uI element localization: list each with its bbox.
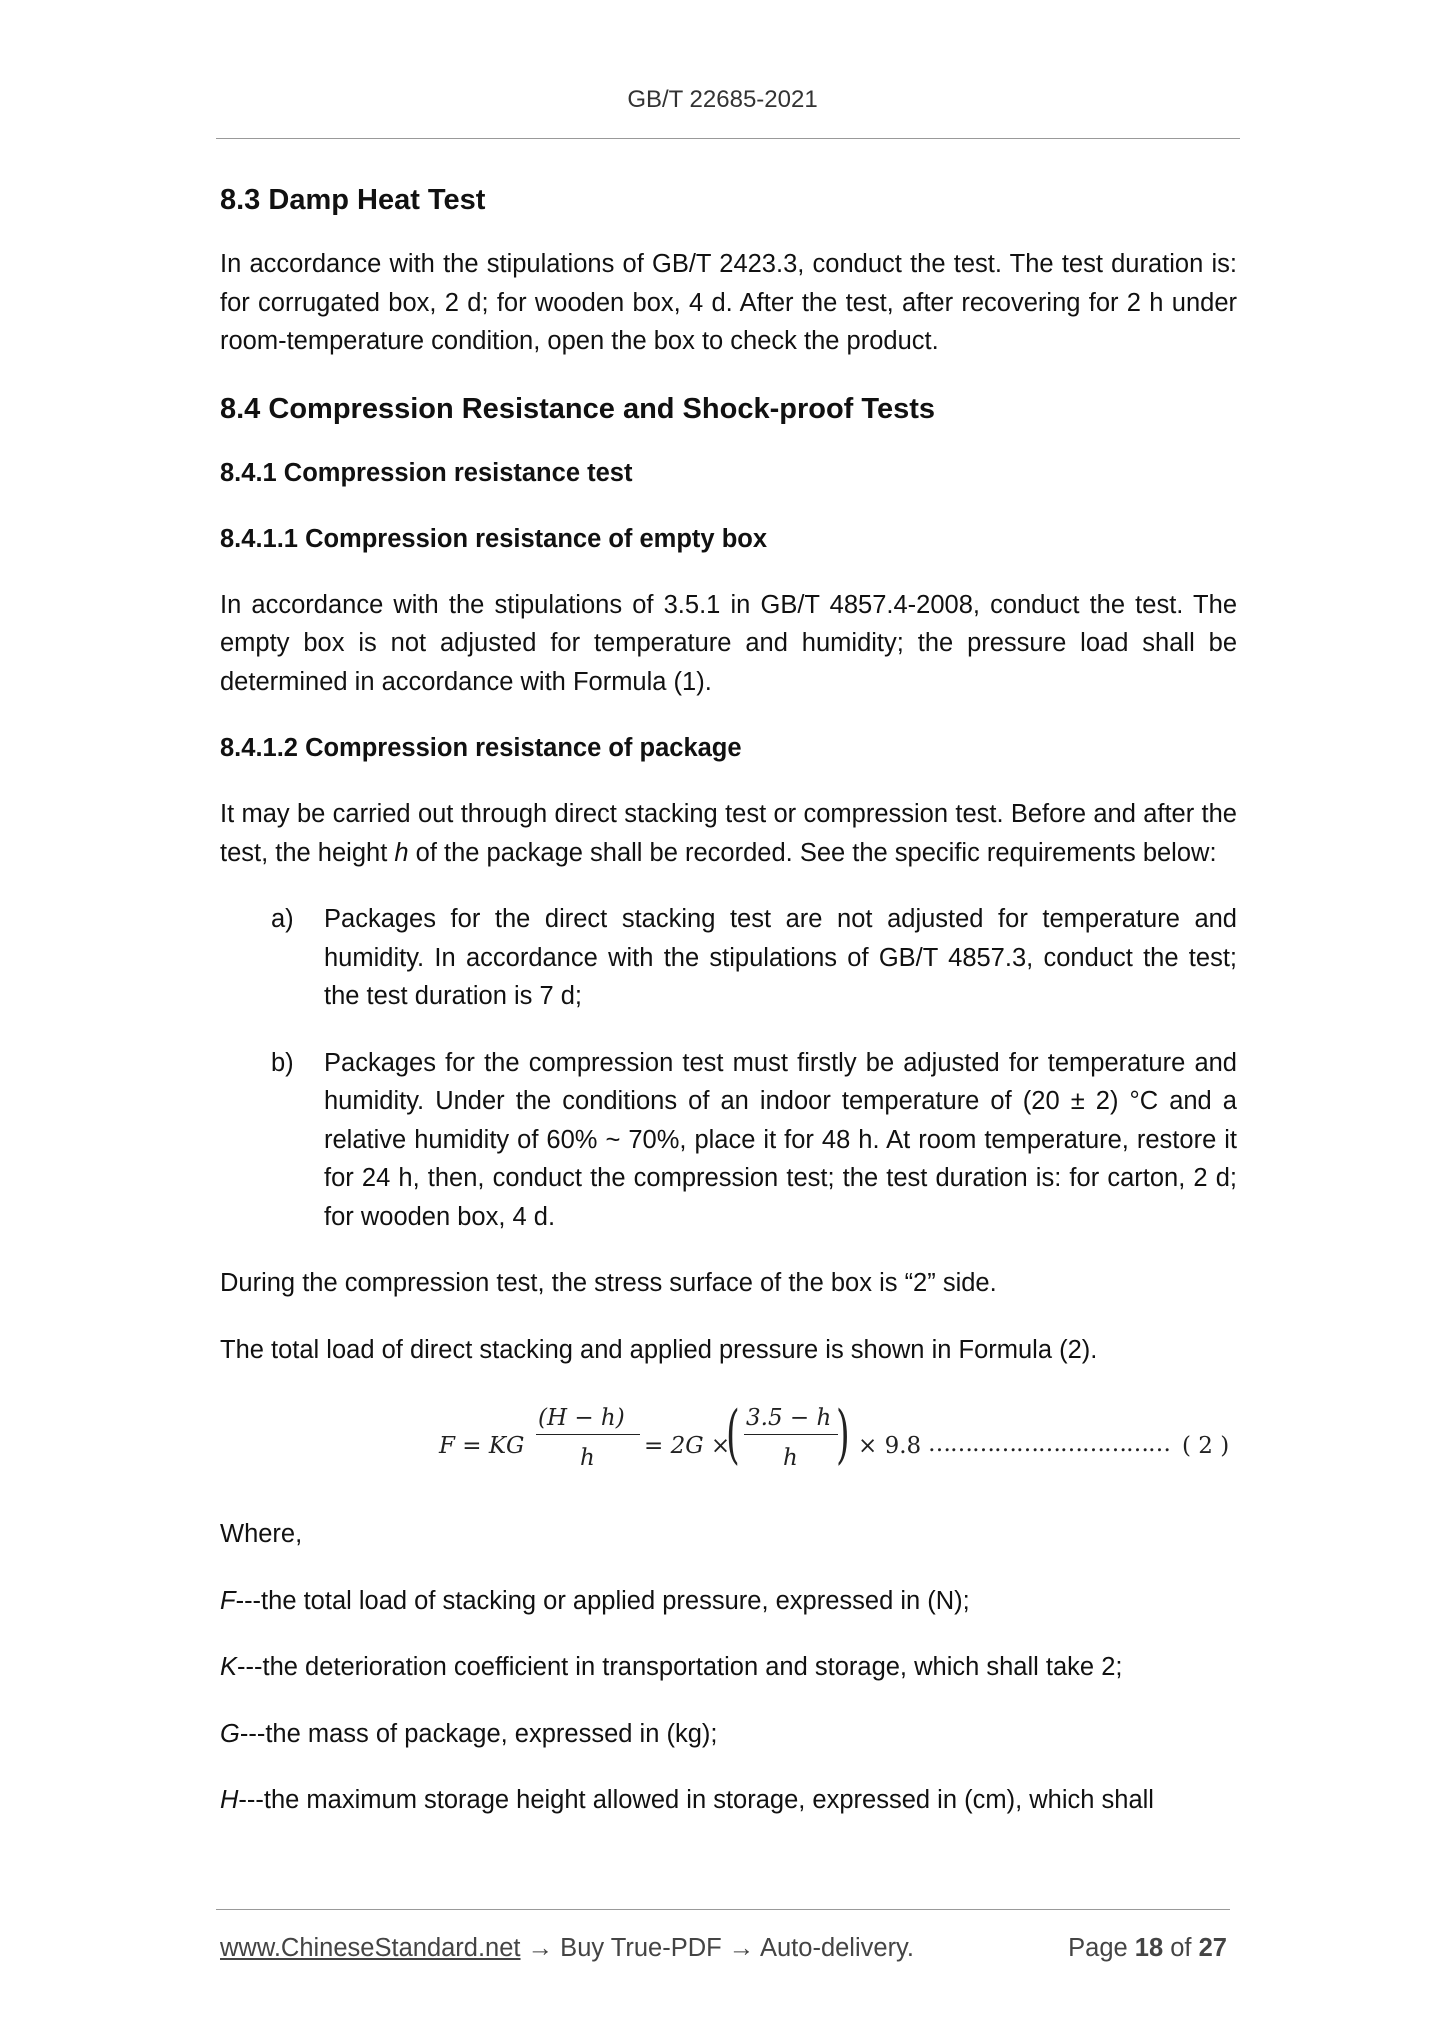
total-load-paragraph: The total load of direct stacking and applied pressure is shown in Formula (2). <box>220 1335 1098 1364</box>
where-item-g <box>220 1715 1237 1754</box>
where-label: Where, <box>220 1520 303 1548</box>
where-item-h <box>220 1781 1237 1820</box>
section-8-4-1-heading: 8.4.1 Compression resistance test <box>220 458 633 487</box>
section-8-4-1-2-heading: 8.4.1.2 Compression resistance of package <box>220 734 742 762</box>
symbol-k: K <box>220 1653 238 1681</box>
section-8-3-heading: 8.3 Damp Heat Test <box>220 184 486 216</box>
formula-2 <box>220 1397 1237 1489</box>
formula-lhs: F = KG <box>439 1433 525 1459</box>
fraction-bar-2 <box>744 1434 838 1435</box>
definition-text: ---the mass of package, expressed in (kg); <box>239 1719 718 1748</box>
formula-numerator-1: (H − h) <box>538 1405 625 1431</box>
formula-leader-dots: …………………………… <box>928 1431 1170 1457</box>
section-8-4-1-1-heading: 8.4.1.1 Compression resistance of empty box <box>220 524 768 553</box>
definition-text: ---the total load of stacking or applied pressure, expressed in (N); <box>235 1586 970 1615</box>
paragraph-text: of the package shall be recorded. See the specific requirements below: <box>408 838 1217 867</box>
page-total: 27 <box>1198 1934 1227 1962</box>
of-label: of <box>1170 1934 1192 1962</box>
page-label: Page <box>1068 1934 1128 1962</box>
where-item-k <box>220 1648 1237 1687</box>
header-title: GB/T 22685-2021 <box>627 86 818 113</box>
section-8-3-paragraph: In accordance with the stipulations of GB/T 2423.3, conduct the test. The test duration is: for corrugated box, 2 d; for wooden box, 4 d. After the test, after recovering for 2 h under room-temperature condition, open the box to check the product. <box>220 250 1237 355</box>
page-number: 18 <box>1134 1934 1164 1962</box>
header-rule <box>216 138 1240 139</box>
formula-denominator-1: h <box>580 1445 595 1471</box>
left-paren: ( <box>726 1398 740 1472</box>
formula-middle: = 2G × <box>644 1433 731 1459</box>
list-item-a <box>220 900 1237 1016</box>
right-paren: ) <box>836 1398 850 1472</box>
page-footer <box>220 1934 1232 1963</box>
fraction-bar-1 <box>536 1434 640 1435</box>
paragraph-text: It may be carried out through direct stacking test or compression test. Before and after the test, the height <box>220 800 1237 867</box>
footer-promo: → Buy True-PDF → Auto-delivery. <box>520 1934 914 1962</box>
stress-surface-paragraph: During the compression test, the stress surface of the box is “2” side. <box>220 1269 997 1297</box>
page-indicator <box>1068 1934 1227 1963</box>
list-marker: a) <box>271 905 294 933</box>
footer-rule <box>216 1909 1230 1910</box>
formula-tail: × 9.8 <box>858 1433 922 1459</box>
formula-denominator-2: h <box>783 1445 798 1471</box>
symbol-g: G <box>220 1719 240 1748</box>
list-marker: b) <box>271 1048 294 1077</box>
symbol-h: H <box>220 1786 239 1814</box>
symbol-f: F <box>220 1586 236 1615</box>
definition-text: ---the maximum storage height allowed in storage, expressed in (cm), which shall <box>238 1786 1154 1814</box>
section-8-4-heading: 8.4 Compression Resistance and Shock-proof Tests <box>220 392 935 425</box>
list-item-text: Packages for the direct stacking test are not adjusted for temperature and humidity. In accordance with the stipulations of GB/T 4857.3, conduct the test; the test duration is 7 d; <box>324 905 1237 1010</box>
height-symbol: h <box>394 838 409 867</box>
formula-numerator-2: 3.5 − h <box>746 1405 832 1431</box>
definition-text: ---the deterioration coefficient in transportation and storage, which shall take 2; <box>237 1653 1123 1681</box>
list-item-b <box>220 1044 1237 1237</box>
formula-number: ( 2 ) <box>1182 1433 1230 1459</box>
list-item-text: Packages for the compression test must firstly be adjusted for temperature and humidity. Under the conditions of an indoor temperature of (20 ± 2) °C and a relative humidity of 60% ~ 70%, place it for 48 h. At room temperature, restore it for 24 h, then, conduct the compression test; the test duration is: for carton, 2 d; for wooden box, 4 d. <box>324 1048 1237 1231</box>
page-content <box>220 180 1237 1848</box>
website-link[interactable]: www.ChineseStandard.net <box>220 1934 521 1962</box>
where-item-f <box>220 1582 1237 1621</box>
section-8-4-1-2-paragraph <box>220 795 1237 872</box>
section-8-4-1-1-paragraph: In accordance with the stipulations of 3.5.1 in GB/T 4857.4-2008, conduct the test. The empty box is not adjusted for temperature and humidity; the pressure load shall be determined in accordance with Formula (1). <box>220 590 1237 696</box>
